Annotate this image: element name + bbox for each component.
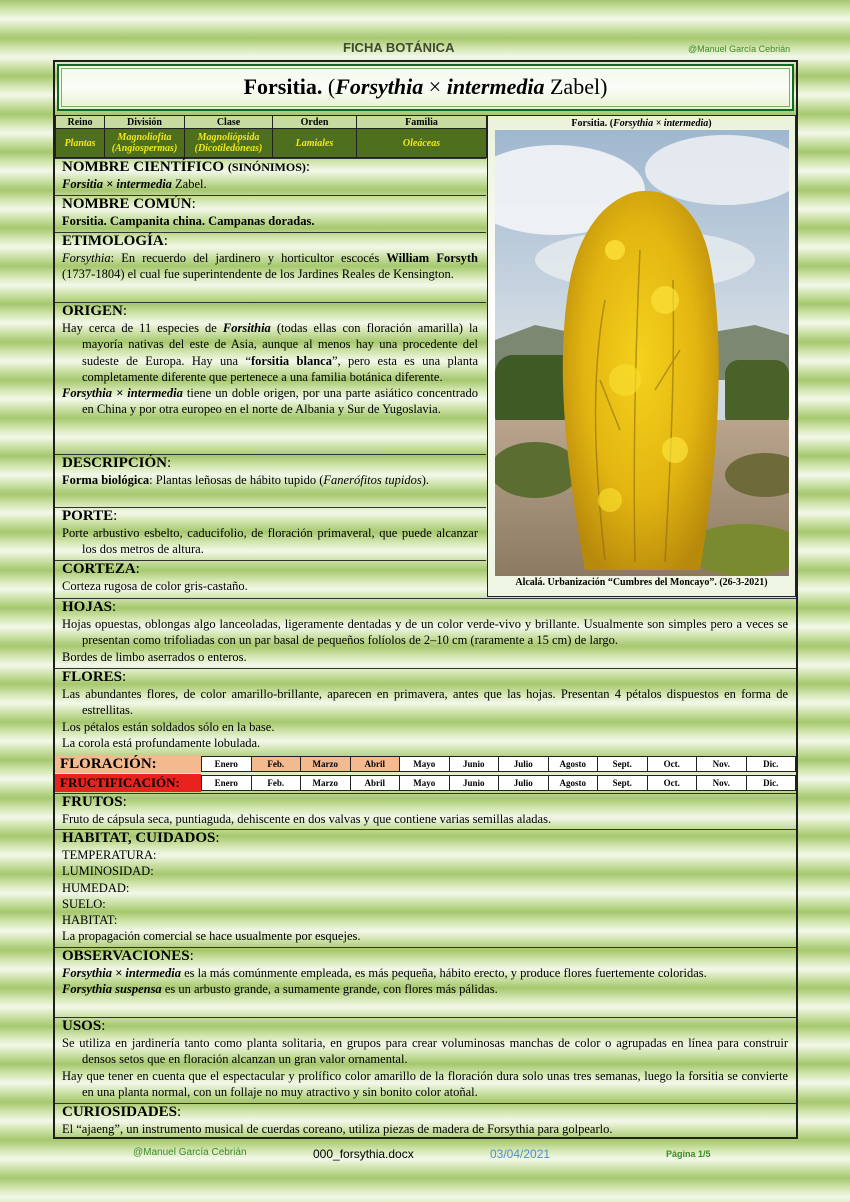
section-curiosidades: CURIOSIDADES: El “ajaeng”, un instrumento musical de cuerdas coreano, utiliza piezas de madera de Forsythia para golpearlo.: [55, 1103, 796, 1138]
taxonomy-header: Reino: [56, 116, 105, 129]
page-footer: [0, 1147, 850, 1163]
fructificacion-month-cell: Dic.: [746, 775, 797, 791]
section-nombre-comun: NOMBRE COMÚN: Forsitia. Campanita china. Campanas doradas.: [55, 195, 486, 232]
floracion-month-cell: Nov.: [696, 756, 747, 772]
section-habitat: HABITAT, CUIDADOS: TEMPERATURA: LUMINOSIDAD: HUMEDAD: SUELO: HABITAT: La propagación comercial se hace usualmente por esquejes.: [55, 829, 796, 947]
floracion-month-cell: Marzo: [300, 756, 351, 772]
section-heading: HOJAS: [62, 599, 113, 615]
page-header: [0, 40, 850, 56]
fructificacion-month-cell: Agosto: [548, 775, 599, 791]
floracion-month-cell: Oct.: [647, 756, 698, 772]
floracion-month-cell: Junio: [449, 756, 500, 772]
section-heading: FLORES: [62, 669, 123, 685]
section-heading: HABITAT, CUIDADOS: [62, 830, 216, 846]
title-cross: ×: [428, 74, 442, 99]
section-heading: CURIOSIDADES: [62, 1104, 178, 1120]
section-heading: ETIMOLOGÍA: [62, 233, 164, 249]
fructificacion-month-cell: Abril: [350, 775, 401, 791]
forsythia-photo: [495, 130, 789, 576]
title-author: Zabel): [549, 74, 608, 99]
section-heading: OBSERVACIONES: [62, 948, 190, 964]
taxonomy-header: Clase: [185, 116, 273, 129]
floracion-month-cell: Agosto: [548, 756, 599, 772]
title-species: intermedia: [446, 74, 545, 99]
floracion-label: FLORACIÓN:: [55, 755, 201, 773]
taxonomy-orden: Lamiales: [273, 129, 357, 158]
taxonomy-header: División: [105, 116, 185, 129]
fructificacion-label: FRUCTIFICACIÓN:: [55, 774, 201, 792]
section-porte: PORTE: Porte arbustivo esbelto, caducifolio, de floración primaveral, que puede alcanzar los dos metros de altura.: [55, 507, 486, 560]
taxonomy-header: Orden: [273, 116, 357, 129]
footer-filename: 000_forsythia.docx: [313, 1147, 414, 1161]
fructificacion-month-cell: Julio: [498, 775, 549, 791]
floracion-month-cell: Feb.: [251, 756, 302, 772]
fructificacion-month-cell: Oct.: [647, 775, 698, 791]
section-frutos: FRUTOS: Fruto de cápsula seca, puntiaguda, dehiscente en dos valvas y que contiene varias semillas aladas.: [55, 793, 796, 828]
taxonomy-familia: Oleáceas: [357, 129, 487, 158]
floracion-month-cell: Abril: [350, 756, 401, 772]
section-heading: CORTEZA: [62, 561, 136, 577]
fructificacion-month-cell: Marzo: [300, 775, 351, 791]
floracion-month-cell: Sept.: [597, 756, 648, 772]
taxonomy-division: Magnoliofita (Angiospermas): [105, 129, 185, 158]
taxonomy-header: Familia: [357, 116, 487, 129]
section-etimologia: ETIMOLOGÍA: Forsythia: En recuerdo del jardinero y horticultor escocés William Forsyth (1737-1804) el cual fue superintendente de los Jardines Reales de Kensington.: [55, 232, 486, 302]
section-heading: FRUTOS: [62, 794, 123, 810]
section-heading: DESCRIPCIÓN: [62, 455, 168, 471]
section-nombre-cientifico: NOMBRE CIENTÍFICO (SINÓNIMOS): Forsitia × intermedia Zabel.: [55, 158, 486, 195]
title-genus: Forsythia: [335, 74, 424, 99]
footer-page-number: Página 1/5: [666, 1149, 711, 1159]
section-heading: NOMBRE CIENTÍFICO: [62, 159, 225, 175]
fructificacion-calendar: [55, 774, 796, 792]
title-paren: (: [327, 74, 336, 99]
section-heading: PORTE: [62, 508, 114, 524]
header-author: @Manuel García Cebrián: [688, 44, 791, 54]
section-usos: USOS: Se utiliza en jardinería tanto como planta solitaria, en grupos para crear voluminosas manchas de color o agrupadas en línea para construir densos setos que en floración alcanzan un gran valor ornamental. Hay que tener en cuenta que el espectacular y prolífico color amarillo de la floración dura solo unas tres semanas, luego la forsitia se convierte en una planta normal, con un follaje no muy atractivo y sin bonito color atoñal.: [55, 1017, 796, 1103]
section-flores: FLORES: Las abundantes flores, de color amarillo-brillante, aparecen en primavera, antes que las hojas. Presentan 4 pétalos dispuestos en forma de estrellitas. Los pétalos están soldados sólo en la base. La corola está profundamente lobulada.: [55, 668, 796, 754]
section-heading: ORIGEN: [62, 303, 123, 319]
photo-caption-bottom: Alcalá. Urbanización “Cumbres del Moncayo”. (26-3-2021): [515, 577, 768, 588]
floracion-calendar: [55, 755, 796, 773]
taxonomy-reino: Plantas: [56, 129, 105, 158]
taxonomy-table: [55, 115, 487, 158]
section-corteza: CORTEZA: Corteza rugosa de color gris-castaño.: [55, 560, 486, 597]
fructificacion-month-cell: Nov.: [696, 775, 747, 791]
taxonomy-clase: Magnoliópsida (Dicotiledóneas): [185, 129, 273, 158]
section-heading: NOMBRE COMÚN: [62, 196, 192, 212]
section-heading: USOS: [62, 1018, 102, 1034]
section-observaciones: OBSERVACIONES: Forsythia × intermedia es la más comúnmente empleada, es más pequeña, hábito erecto, y produce flores fuertemente coloridas. Forsythia suspensa es un arbusto grande, a sumamente grande, con flores más pálidas.: [55, 947, 796, 1017]
title-common-name: Forsitia.: [243, 74, 323, 99]
section-hojas: HOJAS: Hojas opuestas, oblongas algo lanceoladas, ligeramente dentadas y de un color verde-vivo y brillante. Usualmente son simples pero a veces se presentan como trifoliadas con un par basal de pequeños folíolos de 2–10 cm (raramente a 15 cm) de largo. Bordes de limbo aserrados o enteros.: [55, 598, 796, 668]
floracion-month-cell: Mayo: [399, 756, 450, 772]
floracion-month-cell: Enero: [201, 756, 252, 772]
plant-photo-panel: [487, 115, 796, 597]
photo-caption-top: Forsitia. (Forsythia × intermedia): [571, 118, 712, 129]
footer-date: 03/04/2021: [490, 1147, 551, 1161]
fructificacion-month-cell: Sept.: [597, 775, 648, 791]
document-heading: FICHA BOTÁNICA: [343, 40, 455, 55]
fructificacion-month-cell: Mayo: [399, 775, 450, 791]
floracion-month-cell: Dic.: [746, 756, 797, 772]
plant-title: [57, 74, 794, 100]
section-origen: ORIGEN: Hay cerca de 11 especies de Forsithia (todas ellas con floración amarilla) la mayoría nativas del este de Asia, aunque al menos hay una procedente del sudeste de Europa. Hay una “forsitia blanca”, pero esta es una planta completamente diferente que pertenece a una familia botánica diferente. Forsythia × intermedia tiene un doble origen, por una parte asiático concentrado en China y por otra europeo en el norte de Albania y Sur de Yugoslavia.: [55, 302, 486, 454]
fructificacion-month-cell: Feb.: [251, 775, 302, 791]
section-descripcion: DESCRIPCIÓN: Forma biológica: Plantas leñosas de hábito tupido (Fanerófitos tupidos).: [55, 454, 486, 507]
footer-author: @Manuel García Cebrián: [133, 1147, 247, 1158]
fructificacion-month-cell: Junio: [449, 775, 500, 791]
floracion-month-cell: Julio: [498, 756, 549, 772]
fructificacion-month-cell: Enero: [201, 775, 252, 791]
